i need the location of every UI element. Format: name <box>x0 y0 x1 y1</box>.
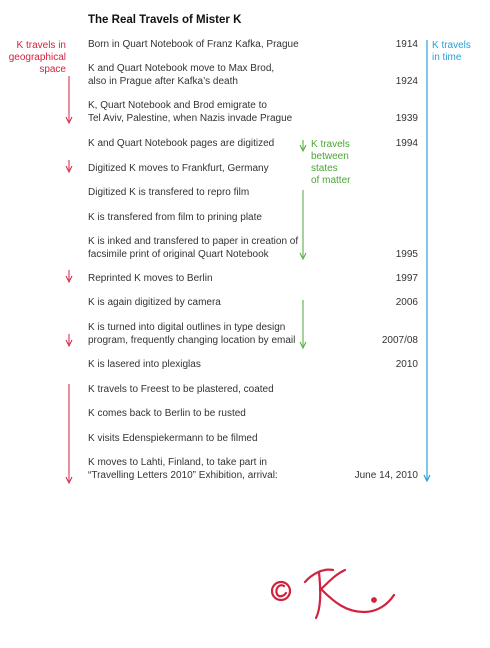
event-text: K and Quart Notebook move to Max Brod, also in Prague after Kafka’s death <box>88 63 275 87</box>
event-text: K is inked and transfered to paper in creation of facsimile print of original Quart Notebook <box>88 236 299 260</box>
event-year: June 14, 2010 <box>354 470 418 481</box>
event-year: 1997 <box>395 273 418 284</box>
event-text: K and Quart Notebook pages are digitized <box>88 138 275 149</box>
event-year: 1924 <box>395 76 418 87</box>
event-text: K moves to Lahti, Finland, to take part in “Travelling Letters 2010” Exhibition, arrival: <box>88 457 278 481</box>
event-text: K is lasered into plexiglas <box>88 359 201 370</box>
label-geographical-space: K travels in geographical space <box>8 40 66 75</box>
event-text: K comes back to Berlin to be rusted <box>88 408 246 419</box>
blue-arrow <box>424 40 430 481</box>
event-text: Digitized K moves to Frankfurt, Germany <box>88 163 269 174</box>
signature-mark <box>272 570 394 618</box>
event-year: 2010 <box>395 359 418 370</box>
event-text: Born in Quart Notebook of Franz Kafka, Prague <box>88 39 299 50</box>
event-year: 1994 <box>395 138 418 149</box>
event-text: K is turned into digital outlines in type design program, frequently changing location by email <box>88 322 296 346</box>
event-year: 1995 <box>395 249 418 260</box>
label-time: K travels in time <box>432 40 471 63</box>
event-text: K is again digitized by camera <box>88 297 221 308</box>
event-text: K, Quart Notebook and Brod emigrate to Tel Aviv, Palestine, when Nazis invade Prague <box>88 100 293 124</box>
red-arrows <box>66 76 72 483</box>
event-year: 2006 <box>395 297 418 308</box>
event-text: Digitized K is transfered to repro film <box>88 187 250 198</box>
event-text: K visits Edenspiekermann to be filmed <box>88 433 258 444</box>
label-states-of-matter: K travels between states of matter <box>311 139 351 186</box>
event-year: 1914 <box>395 39 418 50</box>
event-year: 2007/08 <box>381 335 418 346</box>
event-year: 1939 <box>395 113 418 124</box>
event-text: K is transfered from film to prining plate <box>88 212 262 223</box>
event-text: Reprinted K moves to Berlin <box>88 273 213 284</box>
page-title: The Real Travels of Mister K <box>88 14 242 26</box>
green-arrows <box>300 140 306 348</box>
event-text: K travels to Freest to be plastered, coated <box>88 384 274 395</box>
